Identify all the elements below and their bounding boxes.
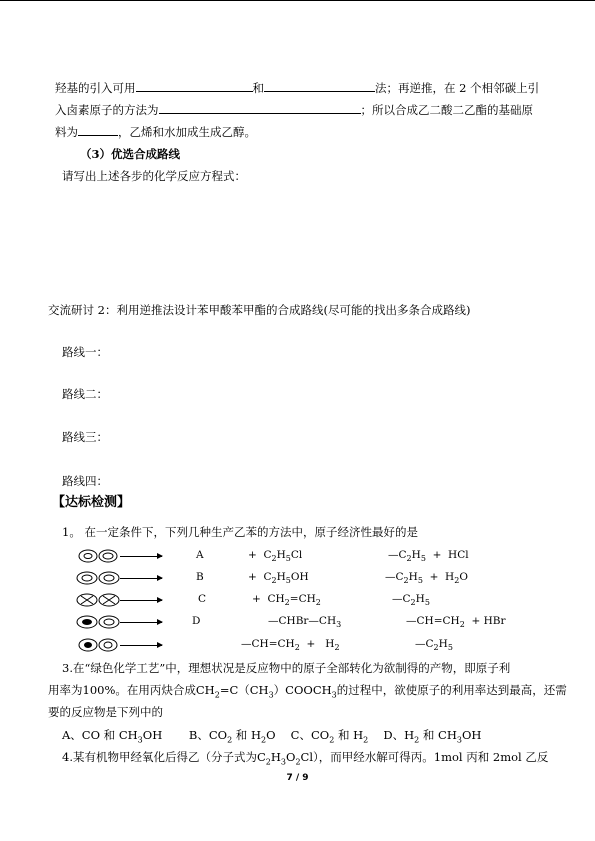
reactant: + $C_2H_5Cl$ <box>248 549 303 564</box>
header-rule <box>0 0 595 1</box>
question-3-line-2: 用率为100%。在用丙炔合成$CH_2=C(CH_3)COOCH_3$的过程中，欲使原子的利用率达到最高，还需 <box>48 683 567 700</box>
option-label: B <box>196 571 204 583</box>
route-2: 路线二： <box>62 387 108 401</box>
question-1: 1。 在一定条件下，下列几种生产乙苯的方法中，原子经济性最好的是 <box>62 525 418 539</box>
fill-blank[interactable] <box>136 80 253 92</box>
page-number: 7 / 9 <box>286 773 309 783</box>
text: 羟基的引入可用 <box>55 81 136 95</box>
question-3-line-1: 3.在“绿色化学工艺”中，理想状况是反应物中的原子全部转化为欲制得的产物，即原子利 <box>62 661 511 675</box>
reaction-arrow <box>120 622 162 623</box>
route-3: 路线三： <box>62 430 108 444</box>
reactant: $—CH=CH_2 + H_2$ <box>241 638 340 653</box>
question-4: 4.某有机物甲经氧化后得乙（分子式为$C_2H_3O_2Cl$），而甲经水解可得丙。1mol 丙和 2mol 乙反 <box>62 750 549 767</box>
benzene-pair-icon <box>76 614 122 630</box>
benzene-pair-icon <box>76 592 122 608</box>
text: ；所以合成乙二酸二乙酯的基础原 <box>360 103 533 117</box>
product: $—C_2H_5 + H_2O$ <box>385 571 468 586</box>
paragraph-line-3 <box>55 124 256 140</box>
benzene-pair-icon <box>78 548 122 564</box>
text: 和 <box>252 81 264 95</box>
fill-blank[interactable] <box>159 102 361 114</box>
product: $—C_2H_5$ + HCl <box>388 549 469 564</box>
reaction-arrow <box>120 645 162 646</box>
paragraph-line-2 <box>55 102 533 118</box>
question-3-options: A、CO 和 $CH_3OH$ B、$CO_2$ 和 $H_2O$ C、$CO_2$ 和 $H_2$ D、$H_2$ 和 $CH_3OH$ <box>62 728 482 745</box>
paragraph-line-1 <box>55 80 539 96</box>
question-3-line-3: 要的反应物是下列中的 <box>48 705 163 719</box>
product: $—C_2H_5$ <box>415 638 453 653</box>
text: 法；再逆推，在 2 个相邻碳上引 <box>375 81 540 95</box>
test-heading: 【达标检测】 <box>52 495 131 510</box>
reaction-arrow <box>120 578 162 579</box>
text: ，乙烯和水加成生成乙醇。 <box>118 125 256 139</box>
product: $—CH=CH_2$ + HBr <box>406 615 506 630</box>
route-4: 路线四： <box>62 474 108 488</box>
option-label: C <box>198 593 207 605</box>
product: $—C_2H_5$ <box>392 593 430 608</box>
text: 入卤素原子的方法为 <box>55 103 159 117</box>
option-label: A <box>196 549 204 561</box>
reaction-arrow <box>120 600 162 601</box>
fill-blank[interactable] <box>264 80 375 92</box>
exchange-question: 交流研讨 2：利用逆推法设计苯甲酸苯甲酯的合成路线(尽可能的找出多条合成路线) <box>48 303 471 317</box>
reactant: $—CHBr—CH_3$ <box>268 615 342 630</box>
benzene-pair-icon <box>76 570 122 586</box>
section-heading: （3）优选合成路线 <box>80 147 181 161</box>
reactant: + $C_2H_5OH$ <box>248 571 309 586</box>
prompt-text: 请写出上述各步的化学反应方程式： <box>62 169 246 183</box>
reactant: + $CH_2=CH_2$ <box>252 593 321 608</box>
route-1: 路线一： <box>62 345 108 359</box>
benzene-pair-icon <box>78 637 122 653</box>
option-label: D <box>192 615 201 627</box>
reaction-arrow <box>120 556 162 557</box>
fill-blank[interactable] <box>78 124 118 136</box>
text: 料为 <box>55 125 78 139</box>
